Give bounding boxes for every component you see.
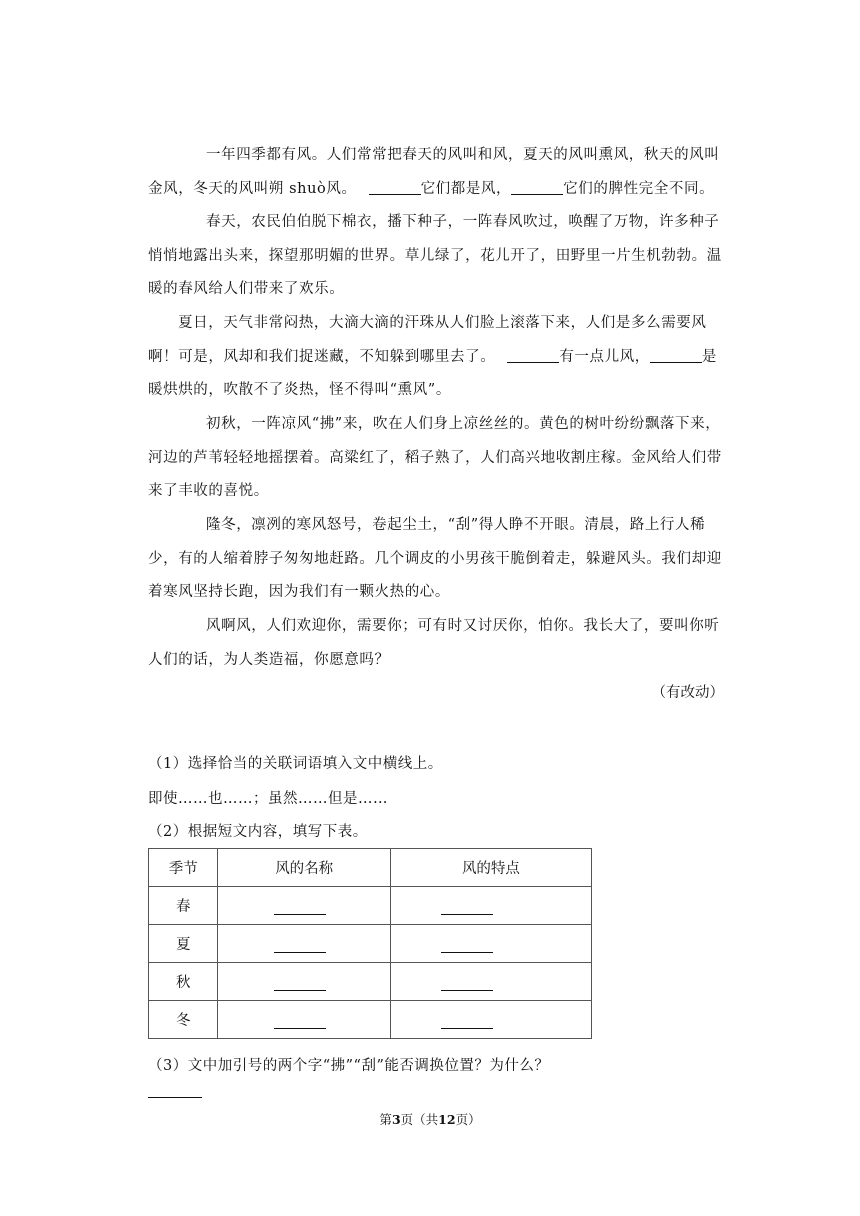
- paragraph-spring: 春天，农民伯伯脱下棉衣，播下种子，一阵春风吹过，唤醒了万物，许多种子悄悄地露出头来，探望那明媚的世界。草儿绿了，花儿开了，田野里一片生机勃勃。温暖的春风给人们带来了欢乐。: [148, 214, 722, 297]
- answer-blank[interactable]: [507, 348, 559, 363]
- wind-feature-cell: [390, 925, 591, 963]
- paragraph-closing: 风啊风，人们欢迎你，需要你；可有时又讨厌你，怕你。我长大了，要叫你听人们的话，为人类造福，你愿意吗？: [148, 618, 720, 668]
- table-header-row: [149, 849, 592, 887]
- season-cell: 夏: [149, 925, 218, 963]
- question-1-options: 即使……也……；虽然……但是……: [148, 791, 388, 807]
- table-row: [149, 925, 592, 963]
- paragraph-winter: 隆冬，凛冽的寒风怒号，卷起尘土，“刮”得人睁不开眼。清晨，路上行人稀少，有的人缩着脖子匆匆地赶路。几个调皮的小男孩干脆倒着走，躲避风头。我们却迎着寒风坚持长跑，因为我们有一颗火热的心。: [148, 517, 722, 600]
- wind-name-cell: [218, 963, 390, 1001]
- answer-blank[interactable]: [369, 180, 421, 195]
- answer-blank[interactable]: [650, 348, 702, 363]
- wind-name-cell: [218, 887, 390, 925]
- answer-blank[interactable]: [148, 1097, 202, 1098]
- wind-feature-cell: [390, 963, 591, 1001]
- table-row: [149, 963, 592, 1001]
- answer-blank[interactable]: [511, 180, 563, 195]
- question-3: （3）文中加引号的两个字“拂”“刮”能否调换位置？为什么？: [148, 1058, 550, 1074]
- table-row: [149, 887, 592, 925]
- wind-feature-cell: [390, 1001, 591, 1039]
- wind-name-cell: [218, 1001, 390, 1039]
- answer-blank[interactable]: [274, 938, 326, 953]
- question-2: （2）根据短文内容，填写下表。: [148, 824, 368, 840]
- season-cell: 冬: [149, 1001, 218, 1039]
- answer-blank[interactable]: [274, 1014, 326, 1029]
- answer-blank[interactable]: [441, 938, 493, 953]
- page-number: 3: [391, 1112, 401, 1127]
- season-cell: 秋: [149, 963, 218, 1001]
- header-wind-feature: 风的特点: [390, 849, 591, 887]
- answer-table: [148, 848, 592, 1039]
- source-note: （有改动）: [651, 685, 724, 701]
- header-season: 季节: [149, 849, 218, 887]
- season-cell: 春: [149, 887, 218, 925]
- wind-feature-cell: [390, 887, 591, 925]
- answer-blank[interactable]: [441, 1014, 493, 1029]
- answer-blank[interactable]: [274, 900, 326, 915]
- paragraph-summer: 夏日，天气非常闷热，大滴大滴的汗珠从人们脸上滚落下来，人们是多么需要风啊！可是，风却和我们捉迷藏，不知躲到哪里去了。 有一点儿风， 是暖烘烘的，吹散不了炎热，怪不得叫“熏风”。: [148, 315, 718, 398]
- header-wind-name: 风的名称: [218, 849, 390, 887]
- wind-name-cell: [218, 925, 390, 963]
- table-row: [149, 1001, 592, 1039]
- paragraph-intro: 一年四季都有风。人们常常把春天的风叫和风，夏天的风叫熏风，秋天的风叫金风，冬天的风叫朔 shuò风。 它们都是风， 它们的脾性完全不同。: [148, 147, 720, 197]
- answer-blank[interactable]: [274, 976, 326, 991]
- answer-blank[interactable]: [441, 976, 493, 991]
- page-footer: 第3页（共12页）: [379, 1112, 481, 1127]
- page-total: 12: [438, 1112, 456, 1127]
- paragraph-autumn: 初秋，一阵凉风“拂”来，吹在人们身上凉丝丝的。黄色的树叶纷纷飘落下来，河边的芦苇轻轻地摇摆着。高粱红了，稻子熟了，人们高兴地收割庄稼。金风给人们带来了丰收的喜悦。: [148, 416, 722, 499]
- question-1: （1）选择恰当的关联词语填入文中横线上。: [148, 756, 443, 772]
- answer-blank[interactable]: [441, 900, 493, 915]
